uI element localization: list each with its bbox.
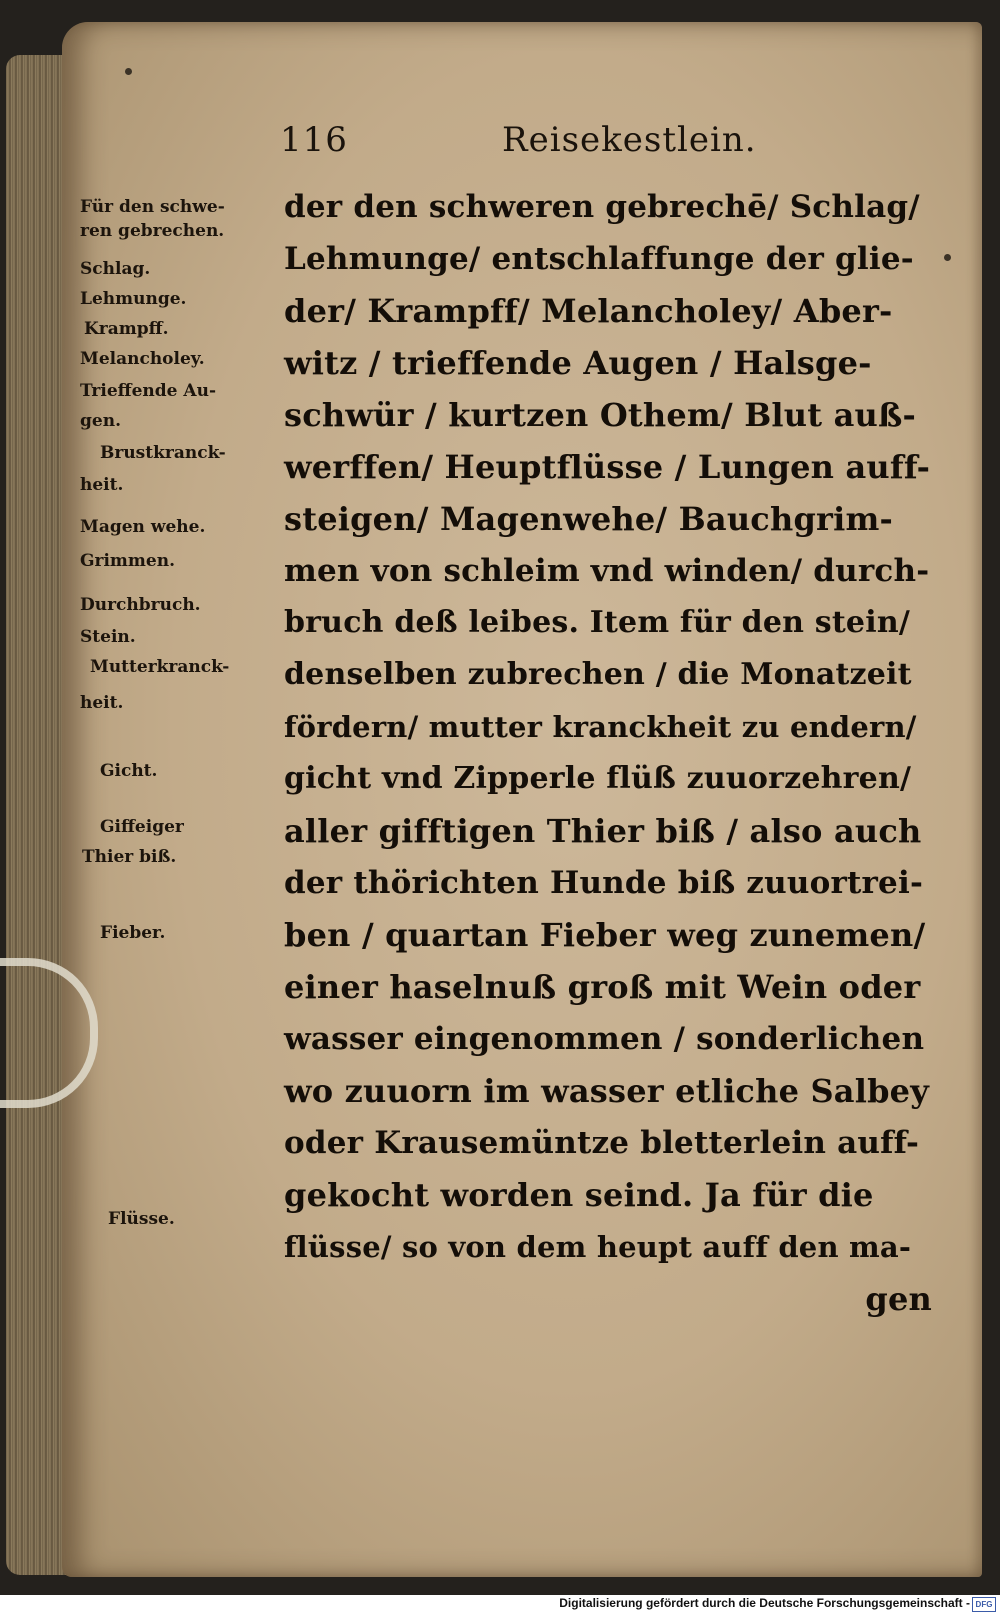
margin-note: gen.	[80, 411, 121, 431]
text-line: fördern/ mutter kranckheit zu endern/	[284, 710, 917, 744]
text-line: wasser eingenommen / sonderlichen	[284, 1021, 925, 1057]
margin-note: Magen wehe.	[80, 517, 206, 537]
text-line: der/ Krampff/ Melancholey/ Aber-	[284, 292, 893, 330]
paper-spot	[125, 68, 132, 75]
dfg-logo-icon: DFG	[972, 1597, 996, 1612]
text-line: men von schleim vnd winden/ durch-	[284, 553, 930, 589]
margin-note: Stein.	[80, 627, 136, 647]
margin-note: Krampff.	[84, 319, 169, 339]
text-line: gicht vnd Zipperle flüß zuuorzehren/	[284, 761, 912, 796]
text-line: oder Krausemüntze bletterlein auff-	[284, 1125, 920, 1161]
margin-note: Für den schwe-	[80, 197, 225, 217]
page-number: 116	[280, 120, 348, 160]
margin-note: Melancholey.	[80, 349, 205, 369]
margin-note: Gicht.	[100, 761, 158, 781]
text-line: einer haselnuß groß mit Wein oder	[284, 968, 921, 1006]
margin-note: Schlag.	[80, 259, 151, 279]
margin-note: heit.	[80, 693, 124, 713]
digitization-footer	[0, 1595, 1000, 1613]
margin-note: Lehmunge.	[80, 289, 187, 309]
margin-note: Giffeiger	[100, 817, 184, 837]
text-line: der thörichten Hunde biß zuuortrei-	[284, 865, 924, 901]
text-line: bruch deß leibes. Item für den stein/	[284, 605, 910, 640]
running-title: Reisekestlein.	[502, 120, 757, 160]
margin-note: Durchbruch.	[80, 595, 201, 615]
margin-note: heit.	[80, 475, 124, 495]
text-line: witz / trieffende Augen / Halsge-	[284, 344, 872, 382]
catchword: gen	[865, 1280, 932, 1318]
text-line: der den schweren gebrechē/ Schlag/	[284, 189, 920, 225]
text-line: werffen/ Heuptflüsse / Lungen auff-	[284, 448, 931, 486]
text-line: Lehmunge/ entschlaffunge der glie-	[284, 241, 914, 277]
text-line: steigen/ Magenwehe/ Bauchgrim-	[284, 500, 893, 538]
text-line: wo zuuorn im wasser etliche Salbey	[284, 1072, 930, 1110]
margin-note: Flüsse.	[108, 1209, 175, 1229]
margin-note: Mutterkranck-	[90, 657, 230, 677]
margin-note: Trieffende Au-	[80, 381, 216, 401]
text-line: denselben zubrechen / die Monatzeit	[284, 657, 912, 692]
text-line: ben / quartan Fieber weg zunemen/	[284, 916, 926, 954]
margin-note: Thier biß.	[82, 847, 177, 867]
text-line: schwür / kurtzen Othem/ Blut auß-	[284, 396, 916, 434]
text-line: gekocht worden seind. Ja für die	[284, 1176, 874, 1214]
text-line: aller gifftigen Thier biß / also auch	[284, 812, 922, 850]
margin-note: Brustkranck-	[100, 443, 226, 463]
paper-spot	[944, 254, 951, 261]
margin-note: Grimmen.	[80, 551, 176, 571]
margin-note: ren gebrechen.	[80, 221, 225, 241]
margin-note: Fieber.	[100, 923, 166, 943]
funding-credit: Digitalisierung gefördert durch die Deutsche Forschungsgemeinschaft -	[559, 1596, 970, 1610]
text-line: flüsse/ so von dem heupt auff den ma-	[284, 1230, 912, 1264]
